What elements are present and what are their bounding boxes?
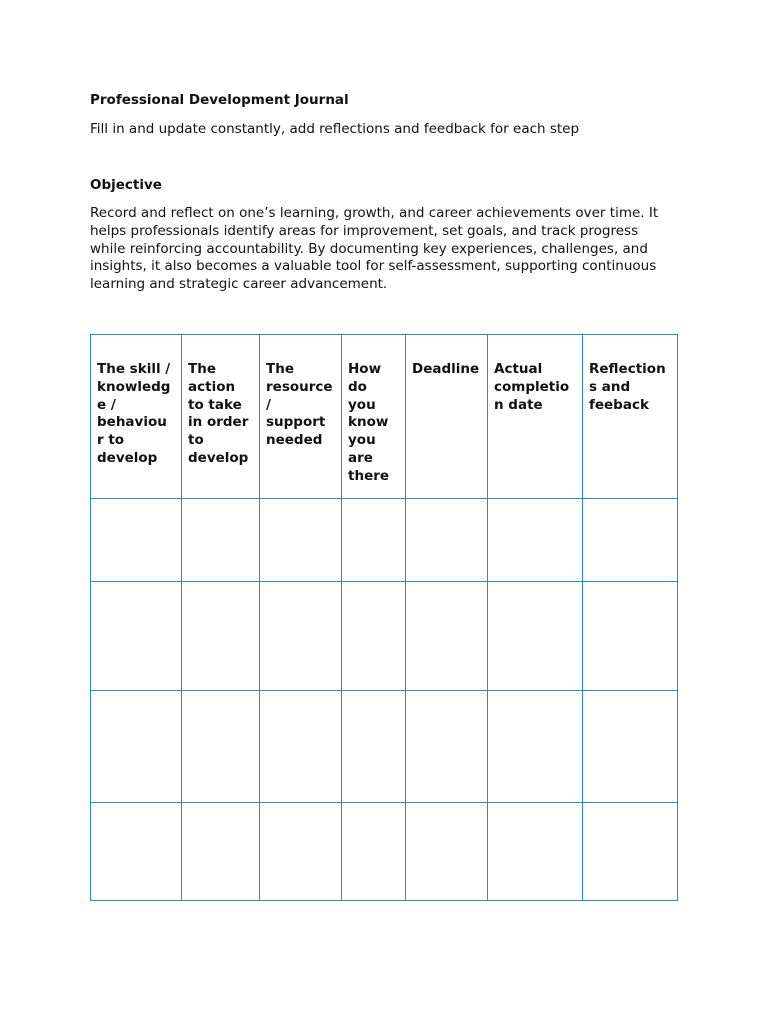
header-line: The	[266, 361, 294, 377]
header-line: The	[188, 361, 216, 377]
table-cell[interactable]	[406, 499, 488, 582]
header-line: The skill /	[97, 361, 171, 377]
header-reflections	[583, 335, 678, 499]
table-cell[interactable]	[260, 582, 342, 691]
header-line: behaviou	[97, 414, 167, 431]
header-line: develop	[97, 449, 158, 466]
table-cell[interactable]	[182, 499, 260, 582]
table-cell[interactable]	[488, 691, 583, 803]
header-completion-date	[488, 335, 583, 499]
table-cell[interactable]	[260, 803, 342, 901]
header-line: needed	[266, 432, 323, 449]
objective-line: helps professionals identify areas for improvement, set goals, and track progress	[90, 222, 639, 239]
header-line: know	[348, 414, 389, 431]
header-line: support	[266, 414, 326, 431]
table-header-row	[91, 335, 678, 499]
header-line: How	[348, 361, 382, 377]
header-line: to take	[188, 396, 242, 413]
table-row	[91, 803, 678, 901]
header-line: /	[266, 396, 271, 413]
header-line: you	[348, 432, 376, 449]
table-row	[91, 582, 678, 691]
objective-line: learning and strategic career advancement.	[90, 276, 388, 293]
objective-line: while reinforcing accountability. By documenting key experiences, challenges, and	[90, 240, 648, 257]
table-cell[interactable]	[583, 499, 678, 582]
table-cell[interactable]	[91, 582, 182, 691]
header-line: resource	[266, 378, 333, 395]
header-line: develop	[188, 449, 249, 466]
table-cell[interactable]	[91, 691, 182, 803]
document-title: Professional Development Journal	[90, 92, 349, 108]
objective-line: insights, it also becomes a valuable tool for self-assessment, supporting continuous	[90, 258, 657, 275]
table-cell[interactable]	[260, 691, 342, 803]
header-skill	[91, 335, 182, 499]
header-line: in order	[188, 414, 249, 431]
header-line: are	[348, 449, 373, 466]
objective-paragraph	[90, 205, 676, 294]
header-line: feeback	[589, 396, 649, 413]
header-line: do	[348, 378, 367, 395]
table-cell[interactable]	[342, 582, 406, 691]
table-cell[interactable]	[342, 499, 406, 582]
table-row	[91, 691, 678, 803]
table-cell[interactable]	[182, 803, 260, 901]
header-line: you	[348, 396, 376, 413]
header-deadline	[406, 335, 488, 499]
table-cell[interactable]	[406, 582, 488, 691]
header-line: Reflection	[589, 361, 666, 377]
header-how-know	[342, 335, 406, 499]
table-cell[interactable]	[182, 582, 260, 691]
table-row	[91, 499, 678, 582]
table-cell[interactable]	[406, 691, 488, 803]
objective-heading: Objective	[90, 177, 162, 193]
header-resource	[260, 335, 342, 499]
table-cell[interactable]	[91, 499, 182, 582]
header-line: action	[188, 378, 236, 395]
objective-line: Record and reflect on one’s learning, growth, and career achievements over time. It	[90, 205, 659, 221]
header-line: s and	[589, 378, 631, 395]
table-cell[interactable]	[488, 582, 583, 691]
table-cell[interactable]	[406, 803, 488, 901]
table-cell[interactable]	[260, 499, 342, 582]
journal-table	[90, 334, 678, 901]
table-cell[interactable]	[488, 499, 583, 582]
header-line: Deadline	[412, 361, 480, 377]
header-line: n date	[494, 396, 543, 413]
table-cell[interactable]	[342, 691, 406, 803]
table-cell[interactable]	[91, 803, 182, 901]
table-cell[interactable]	[583, 691, 678, 803]
header-line: to	[188, 432, 204, 449]
table-cell[interactable]	[182, 691, 260, 803]
table-cell[interactable]	[583, 803, 678, 901]
header-line: knowledg	[97, 378, 171, 395]
header-line: completio	[494, 378, 570, 395]
table-cell[interactable]	[583, 582, 678, 691]
header-line: r to	[97, 432, 125, 449]
header-action	[182, 335, 260, 499]
header-line: e /	[97, 396, 116, 413]
table-cell[interactable]	[342, 803, 406, 901]
header-line: there	[348, 467, 390, 484]
header-line: Actual	[494, 361, 543, 377]
document-subtitle: Fill in and update constantly, add reflections and feedback for each step	[90, 121, 580, 137]
table-cell[interactable]	[488, 803, 583, 901]
